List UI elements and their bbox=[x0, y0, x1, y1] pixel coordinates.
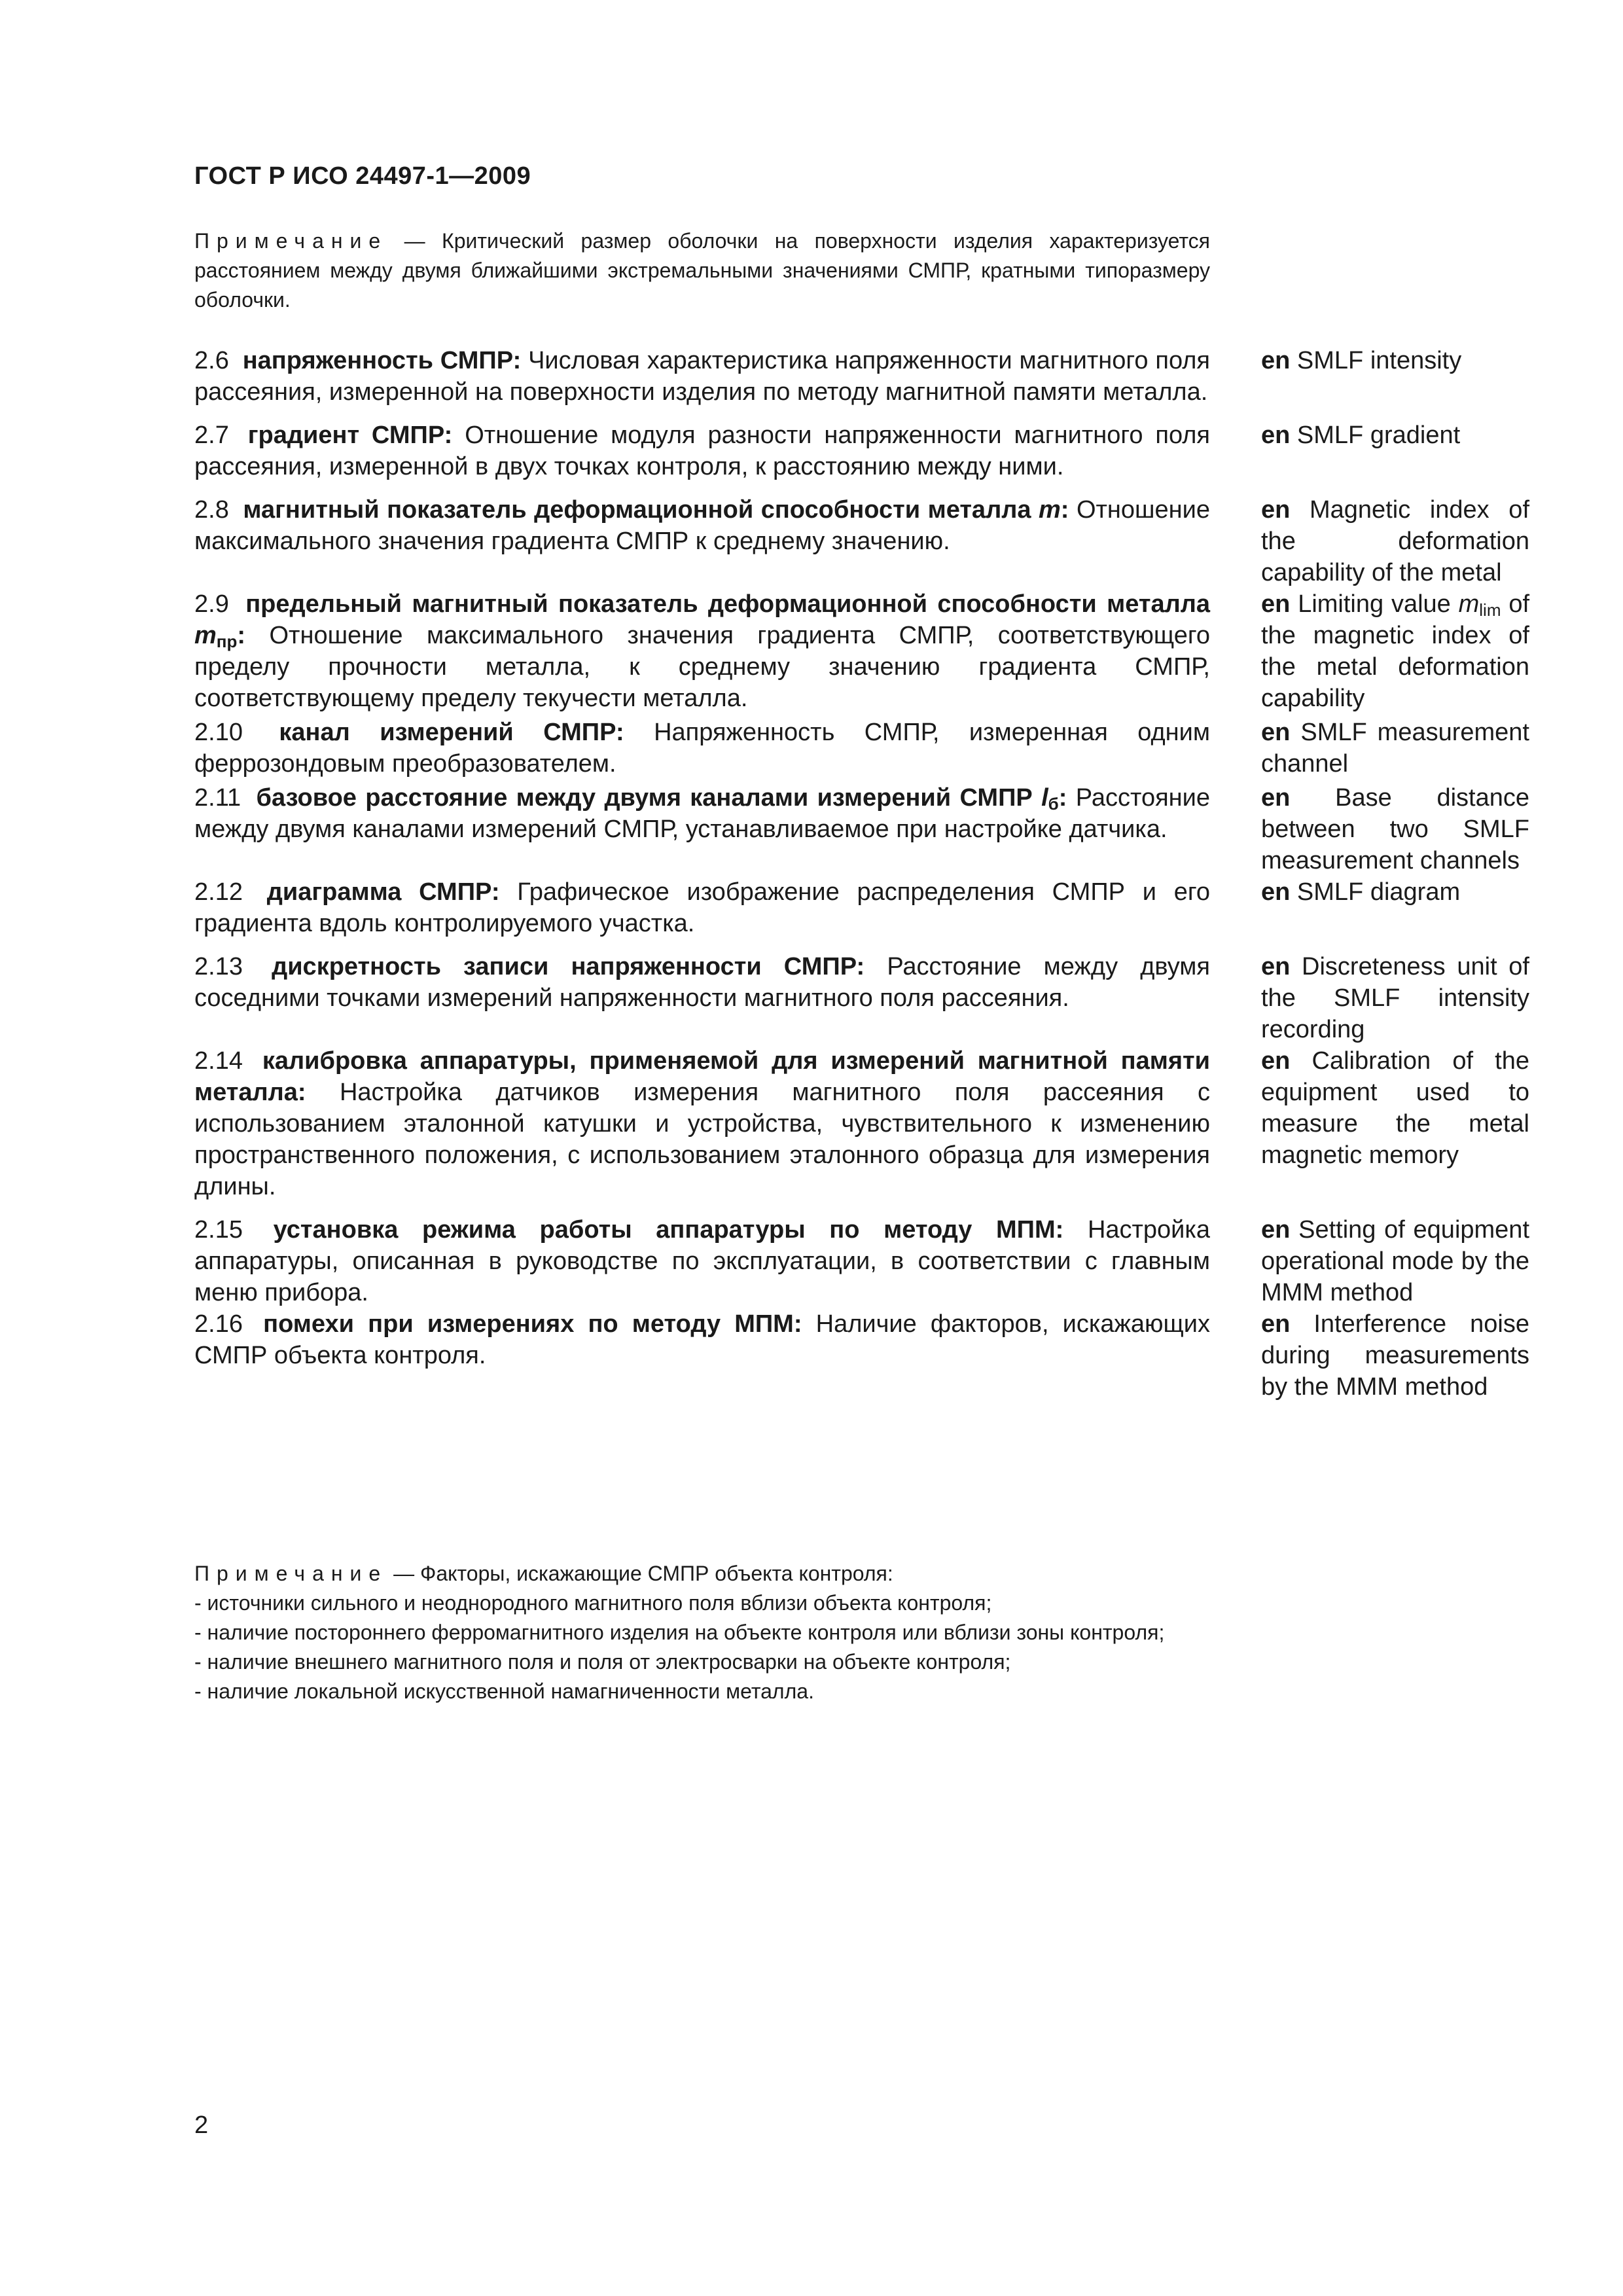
term-entry bbox=[194, 951, 1529, 1045]
en-prefix: en bbox=[1261, 878, 1291, 906]
term-ru bbox=[194, 420, 1210, 482]
en-prefix: en bbox=[1261, 1216, 1291, 1244]
term-en bbox=[1261, 1308, 1529, 1403]
en-prefix: en bbox=[1261, 590, 1291, 618]
term-entry bbox=[194, 1308, 1529, 1403]
term-entry bbox=[194, 588, 1529, 714]
en-term: Setting of equipment operational mode by the MMM method bbox=[1261, 1216, 1529, 1306]
term-name: помехи при измерениях по методу МПМ: bbox=[263, 1310, 802, 1338]
term-name: калибровка аппаратуры, применяемой для измерений магнитной памяти металла: bbox=[194, 1047, 1210, 1106]
term-ru bbox=[194, 1308, 1210, 1371]
note-bottom bbox=[194, 1559, 1210, 1706]
term-entry bbox=[194, 420, 1529, 482]
en-term: Magnetic index of the deformation capability of the metal bbox=[1261, 496, 1529, 586]
en-term: Calibration of the equipment used to measure the metal magnetic memory bbox=[1261, 1047, 1529, 1169]
term-number: 2.8 bbox=[194, 496, 229, 524]
note-dash: — bbox=[387, 1562, 420, 1585]
note-list-item: - источники сильного и неоднородного магнитного поля вблизи объекта контроля; bbox=[194, 1591, 992, 1615]
term-en bbox=[1261, 345, 1529, 376]
term-en bbox=[1261, 782, 1529, 876]
term-number: 2.16 bbox=[194, 1310, 243, 1338]
term-en bbox=[1261, 717, 1529, 780]
term-ru bbox=[194, 345, 1210, 408]
note-label: Примечание bbox=[194, 1562, 388, 1585]
note-intro: Факторы, искажающие СМПР объекта контроля: bbox=[420, 1562, 893, 1585]
term-definition: Расстояние между двумя каналами измерений СМПР, устанавливаемое при настройке датчика. bbox=[194, 784, 1211, 843]
en-term-rest: of the magnetic index of the metal deformation capability bbox=[1261, 590, 1530, 712]
term-definition: Отношение максимального значения градиента СМПР, соответствующего пределу прочности металла, к среднему значению градиента СМПР, соответствующему пределу текучести металла. bbox=[194, 622, 1210, 712]
term-number: 2.11 bbox=[194, 784, 241, 812]
term-ru bbox=[194, 951, 1210, 1014]
en-term: Interference noise during measurements by the MMM method bbox=[1261, 1310, 1530, 1401]
term-definition: Отношение максимального значения градиента СМПР к среднему значению. bbox=[194, 496, 1210, 555]
page-number: 2 bbox=[194, 2111, 209, 2139]
term-definition: Отношение модуля разности напряженности магнитного поля рассеяния, измеренной в двух точках контроля, к расстоянию между ними. bbox=[194, 422, 1210, 480]
en-term: SMLF intensity bbox=[1296, 347, 1462, 374]
note-list-item: - наличие внешнего магнитного поля и поля от электросварки на объекте контроля; bbox=[194, 1650, 1011, 1674]
note-label: Примечание bbox=[194, 229, 388, 253]
en-prefix: en bbox=[1261, 496, 1291, 524]
en-term: Limiting value bbox=[1298, 590, 1451, 618]
note-text: Критический размер оболочки на поверхности изделия характеризуется расстоянием между двумя ближайшими экстремальными значениями СМПР, кратными типоразмеру оболочки. bbox=[194, 229, 1211, 312]
term-en bbox=[1261, 494, 1529, 588]
note-intro-line bbox=[194, 1559, 1210, 1588]
en-prefix: en bbox=[1261, 1310, 1291, 1338]
term-number: 2.6 bbox=[194, 347, 229, 374]
term-name: диаграмма СМПР: bbox=[266, 878, 500, 906]
term-symbol-sub: б bbox=[1048, 794, 1059, 814]
term-definition: Графическое изображение распределения СМПР и его градиента вдоль контролируемого участка. bbox=[194, 878, 1210, 937]
term-en bbox=[1261, 951, 1529, 1045]
term-symbol-sub: пр bbox=[216, 632, 238, 651]
term-end: : bbox=[1058, 784, 1067, 812]
note-list-item: - наличие постороннего ферромагнитного изделия на объекте контроля или вблизи зоны контроля; bbox=[194, 1621, 1165, 1644]
term-name: магнитный показатель деформационной способности металла bbox=[243, 496, 1031, 524]
term-number: 2.15 bbox=[194, 1216, 243, 1244]
term-en bbox=[1261, 1214, 1529, 1308]
term-name: дискретность записи напряженности СМПР: bbox=[272, 953, 865, 980]
term-definition: Напряженность СМПР, измеренная одним феррозондовым преобразователем. bbox=[194, 719, 1211, 778]
term-definition: Настройка аппаратуры, описанная в руководстве по эксплуатации, в соответствии с главным меню прибора. bbox=[194, 1216, 1211, 1306]
en-term: SMLF gradient bbox=[1296, 422, 1461, 449]
term-definition: Расстояние между двумя соседними точками измерений напряженности магнитного поля рассеяния. bbox=[194, 953, 1210, 1012]
term-definition: Числовая характеристика напряженности магнитного поля рассеяния, измеренной на поверхности изделия по методу магнитной памяти металла. bbox=[194, 347, 1211, 406]
term-end: : bbox=[1060, 496, 1069, 524]
term-symbol: m bbox=[1038, 496, 1061, 524]
term-number: 2.7 bbox=[194, 422, 229, 449]
term-entry bbox=[194, 494, 1529, 588]
term-ru bbox=[194, 876, 1210, 939]
en-prefix: en bbox=[1261, 953, 1291, 980]
term-entry bbox=[194, 1214, 1529, 1308]
document-header: ГОСТ Р ИСО 24497-1—2009 bbox=[194, 162, 531, 190]
note-dash: — bbox=[387, 229, 442, 253]
term-symbol: l bbox=[1041, 784, 1048, 812]
term-definition: Наличие факторов, искажающих СМПР объекта контроля. bbox=[194, 1310, 1211, 1369]
en-symbol-sub: lim bbox=[1479, 600, 1501, 620]
term-ru bbox=[194, 588, 1210, 714]
term-end: : bbox=[237, 622, 246, 649]
term-en bbox=[1261, 1045, 1529, 1171]
note-list-item: - наличие локальной искусственной намагниченности металла. bbox=[194, 1679, 814, 1703]
term-entry bbox=[194, 876, 1529, 939]
term-ru bbox=[194, 494, 1210, 557]
term-symbol: m bbox=[194, 622, 217, 649]
term-number: 2.9 bbox=[194, 590, 229, 618]
term-en bbox=[1261, 876, 1529, 908]
term-name: напряженность СМПР: bbox=[242, 347, 522, 374]
term-name: установка режима работы аппаратуры по методу МПМ: bbox=[273, 1216, 1064, 1244]
term-number: 2.12 bbox=[194, 878, 243, 906]
term-entry bbox=[194, 717, 1529, 780]
en-term: Base distance between two SMLF measurement channels bbox=[1261, 784, 1529, 874]
term-en bbox=[1261, 588, 1529, 714]
term-ru bbox=[194, 782, 1210, 845]
en-prefix: en bbox=[1261, 347, 1291, 374]
term-entry bbox=[194, 1045, 1529, 1202]
en-term: SMLF diagram bbox=[1296, 878, 1461, 906]
en-prefix: en bbox=[1261, 784, 1291, 812]
term-ru bbox=[194, 717, 1210, 780]
term-name: предельный магнитный показатель деформационной способности металла bbox=[245, 590, 1210, 618]
en-prefix: en bbox=[1261, 719, 1291, 746]
en-prefix: en bbox=[1261, 422, 1291, 449]
term-name: канал измерений СМПР: bbox=[279, 719, 624, 746]
term-entry bbox=[194, 345, 1529, 408]
en-term: SMLF measurement channel bbox=[1261, 719, 1529, 778]
en-term: Discreteness unit of the SMLF intensity recording bbox=[1261, 953, 1529, 1043]
term-name: градиент СМПР: bbox=[247, 422, 453, 449]
en-symbol: m bbox=[1458, 590, 1480, 618]
term-name: базовое расстояние между двумя каналами измерений СМПР bbox=[256, 784, 1033, 812]
note-top bbox=[194, 226, 1210, 315]
term-number: 2.14 bbox=[194, 1047, 243, 1075]
term-ru bbox=[194, 1045, 1210, 1202]
term-definition: Настройка датчиков измерения магнитного поля рассеяния с использованием эталонной катушки и устройства, чувствительного к изменению пространственного положения, с использованием эталонного образца для измерения длины. bbox=[194, 1079, 1210, 1200]
term-number: 2.10 bbox=[194, 719, 243, 746]
term-entry bbox=[194, 782, 1529, 876]
term-en bbox=[1261, 420, 1529, 451]
term-number: 2.13 bbox=[194, 953, 243, 980]
terms-list bbox=[194, 345, 1529, 1403]
term-ru bbox=[194, 1214, 1210, 1308]
en-prefix: en bbox=[1261, 1047, 1291, 1075]
